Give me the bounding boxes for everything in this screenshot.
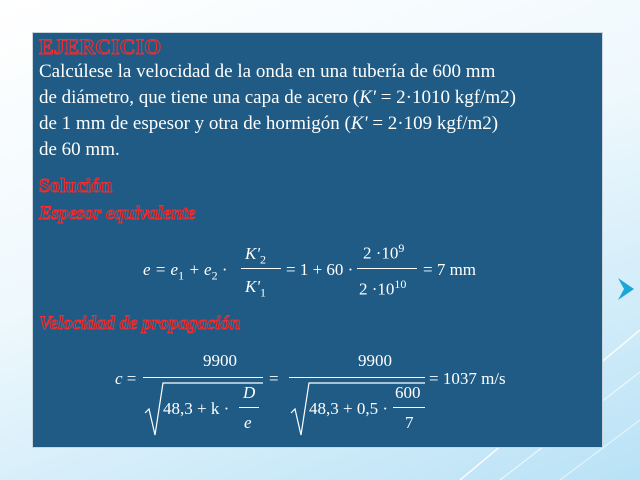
problem-line-2: de diámetro, que tiene una capa de acero (K' = 2·1010 kgf/m2) (39, 87, 516, 108)
next-arrow-icon (616, 276, 636, 302)
equation-velocidad: c = 9900 48,3 + k · D e = 9900 48,3 + 0,5 · 600 7 = 1037 m/s (33, 33, 604, 449)
equation-espesor: $e = e_1 + e_2$ · $K'_2$ $K'_1$ = 1 + 60 · $2 \cdot 10^9$ $2 \cdot 10^{10}$ = 7 mm (143, 241, 477, 300)
subheading-espesor: Espesor equivalente (39, 203, 196, 224)
solution-heading: Solución (39, 175, 113, 197)
problem-line-4: de 60 mm. (39, 139, 120, 160)
subheading-velocidad: Velocidad de propagación (39, 313, 241, 334)
problem-line-1: Calcúlese la velocidad de la onda en una tubería de 600 mm (39, 61, 496, 82)
problem-line-3: de 1 mm de espesor y otra de hormigón (K' = 2·109 kgf/m2) (39, 113, 499, 134)
title: EJERCICIO (39, 34, 162, 59)
content-panel (32, 32, 603, 448)
